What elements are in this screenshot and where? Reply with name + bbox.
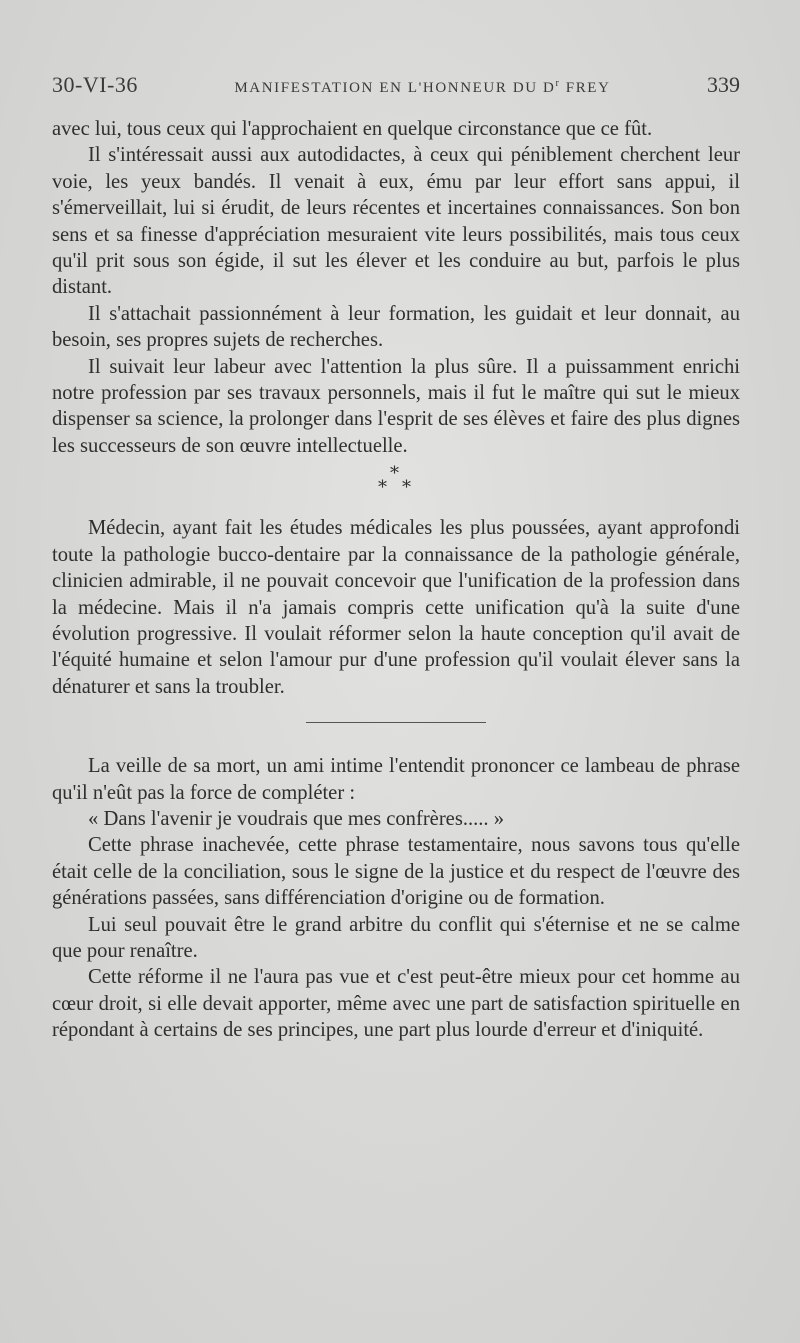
horizontal-rule — [306, 722, 486, 723]
paragraph: avec lui, tous ceux qui l'approchaient en quelque circonstance que ce fût. — [52, 118, 653, 140]
paragraph: Médecin, ayant fait les études médicales les plus poussées, ayant approfondi toute la pathologie bucco-dentaire par la connaissance de la pathologie générale, clinicien admirable, il ne pouvait concevoir que l'unification de la profession dans la médecine. Mais il n'a jamais compris cette unification qu'à la suite d'une évolution progressive. Il voulait réformer selon la haute conception qu'il avait de l'équité humaine et selon l'amour pur d'une profession qu'il voulait élever sans la dénaturer et sans la troubler. — [52, 517, 740, 698]
text-section-1 — [52, 116, 740, 459]
paragraph: Il s'attachait passionnément à leur formation, les guidait et leur donnait, au besoin, ses propres sujets de recherches. — [52, 302, 740, 352]
running-header — [52, 72, 740, 106]
page-number: 339 — [707, 72, 740, 97]
asterism-star: * — [390, 463, 399, 485]
paragraph: Lui seul pouvait être le grand arbitre du conflit qui s'éternise et ne se calme que pour renaître. — [52, 913, 740, 962]
paragraph: La veille de sa mort, un ami intime l'entendit prononcer ce lambeau de phrase qu'il n'eût pas la force de compléter : — [52, 755, 740, 804]
asterism-star: * — [378, 477, 387, 499]
paragraph: Cette réforme il ne l'aura pas vue et c'est peut-être mieux pour cet homme au cœur droit, si elle devait apporter, même avec une part de satisfaction spirituelle en répondant à certains de ses principes, une part plus lourde d'erreur et d'iniquité. — [52, 966, 740, 1042]
text-section-3 — [52, 753, 740, 1043]
header-title-superscript: r — [555, 78, 561, 89]
header-date: 30-VI-36 — [52, 72, 138, 97]
paragraph: Il suivait leur labeur avec l'attention la plus sûre. Il a puissamment enrichi notre profession par ses travaux personnels, mais il fut le maître qui sut le mieux dispenser sa science, la prolonger dans l'esprit de ses élèves et faire des plus dignes les successeurs de son œuvre intellectuelle. — [52, 355, 740, 457]
header-title — [234, 78, 610, 97]
header-title-main: MANIFESTATION EN L'HONNEUR DU D — [234, 80, 556, 96]
text-section-2 — [52, 515, 740, 700]
paragraph: Cette phrase inachevée, cette phrase testamentaire, nous savons tous qu'elle était celle de la conciliation, sous le signe de la justice et du respect de l'œuvre des générations passées, sans différenciation d'origine ou de formation. — [52, 834, 740, 910]
paragraph: Il s'intéressait aussi aux autodidactes, à ceux qui péniblement cherchent leur voie, les yeux bandés. Il venait à eux, ému par leur effort sans appui, il s'émerveillait, lui si érudit, de leurs récentes et incertaines connaissances. Son bon sens et sa finesse d'appréciation mesuraient vite leurs possibilités, mais tous ceux qu'il prit sous son égide, il sut les élever et les conduire au but, parfois le plus distant. — [52, 144, 740, 299]
book-page — [52, 72, 740, 1044]
asterism-star: * — [402, 477, 411, 499]
quote-paragraph: « Dans l'avenir je voudrais que mes confrères..... » — [88, 807, 505, 830]
header-title-tail: FREY — [560, 80, 611, 96]
asterism-divider — [52, 459, 740, 515]
